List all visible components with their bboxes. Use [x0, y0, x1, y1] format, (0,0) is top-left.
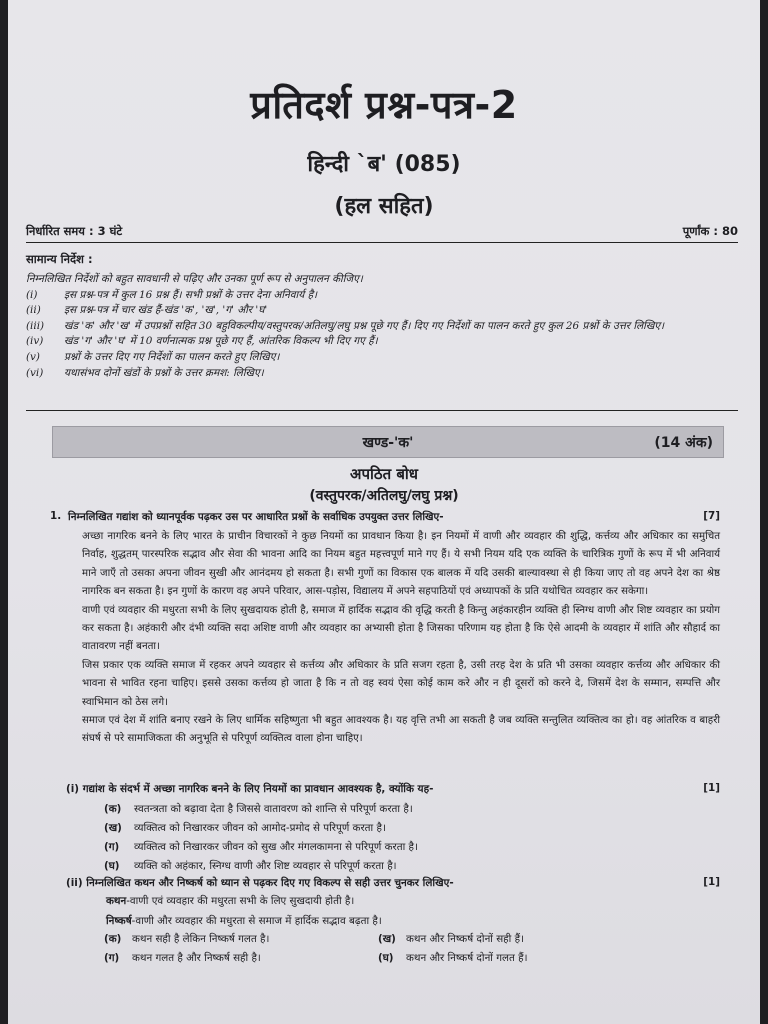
section-name: खण्ड-'क' — [362, 435, 414, 451]
passage — [82, 528, 720, 749]
option-label: (क) — [104, 933, 122, 945]
instruction-num: (v) — [26, 350, 40, 363]
sub-question-i — [66, 782, 720, 796]
option-text: कथन सही है लेकिन निष्कर्ष गलत है। — [132, 933, 270, 945]
instruction-item — [26, 366, 738, 382]
option-text: व्यक्तित्व को निखारकर जीवन को सुख और मंगलकामना से परिपूर्ण करता है। — [134, 841, 418, 853]
option-item — [378, 932, 524, 946]
option-item — [378, 951, 528, 965]
instruction-item — [26, 319, 738, 335]
conclusion-label: निष्कर्ष — [106, 915, 132, 927]
passage-paragraph: वाणी एवं व्यवहार की मधुरता सभी के लिए सुखदायक होती है, समाज में हार्दिक सद्भाव की वृद्धि करती है किन्तु अहंकारहीन व्यक्ति ही स्निग्ध वाणी और शिष्ट व्यवहार का प्रयोग कर सकता है। अहंकारी और दंभी व्यक्ति सदा अशिष्ट वाणी और व्यवहार का अभ्यासी होता है जिसका परिणाम यह होता है कि ऐसे आदमी के व्यवहार में शांति और सौहार्द का वातावरण नहीं बनता। — [82, 604, 720, 653]
option-text: स्वतन्त्रता को बढ़ावा देता है जिससे वातावरण को शान्ति से परिपूर्ण करता है। — [134, 803, 413, 815]
option-label: (ग) — [104, 952, 120, 964]
statement-label: कथन — [106, 895, 127, 907]
passage-paragraph: समाज एवं देश में शांति बनाए रखने के लिए धार्मिक सहिष्णुता भी बहुत आवश्यक है। यह वृत्ति तभी आ सकती है जब व्यक्ति सन्तुलित व्यक्तित्व का हो। वह आंतरिक व बाहरी संघर्ष से परे सामाजिकता की अनुभूति से परिपूर्ण व्यक्तित्व वाला होना चाहिए। — [82, 715, 720, 745]
sub-question-marks: [1] — [703, 782, 720, 794]
instruction-text: इस प्रश्न-पत्र में कुल 16 प्रश्न हैं। सभी प्रश्नों के उत्तर देना अनिवार्य है। — [64, 288, 318, 301]
section-header — [52, 426, 724, 458]
instruction-item — [26, 334, 738, 350]
option-label: (ग) — [104, 841, 120, 853]
instruction-text: यथासंभव दोनों खंडों के प्रश्नों के उत्तर क्रमश: लिखिए। — [64, 366, 264, 379]
sub-question-text: निम्नलिखित कथन और निष्कर्ष को ध्यान से पढ़कर दिए गए विकल्प से सही उत्तर चुनकर लिखिए- — [86, 877, 454, 889]
question-1 — [50, 510, 720, 524]
instruction-num: (i) — [26, 288, 38, 301]
max-marks: पूर्णांक : 80 — [682, 224, 738, 238]
statement-text: -वाणी एवं व्यवहार की मधुरता सभी के लिए सुखदायी होती है। — [126, 895, 355, 907]
option-label: (घ) — [378, 952, 394, 964]
option-item — [104, 802, 720, 816]
divider-instructions — [26, 410, 738, 411]
subject-title: हिन्दी `ब' (085) — [307, 152, 461, 177]
option-text: कथन गलत है और निष्कर्ष सही है। — [132, 952, 261, 964]
section-question-types: (वस्तुपरक/अतिलघु/लघु प्रश्न) — [309, 488, 459, 504]
conclusion-text: -वाणी और व्यवहार की मधुरता से समाज में हार्दिक सद्भाव बढ़ता है। — [131, 915, 382, 927]
option-label: (ख) — [104, 822, 122, 834]
option-text: व्यक्ति को अहंकार, स्निग्ध वाणी और शिष्ट व्यवहार से परिपूर्ण करता है। — [134, 860, 397, 872]
paper-title: प्रतिदर्श प्रश्न-पत्र-2 — [250, 83, 518, 127]
passage-paragraph: जिस प्रकार एक व्यक्ति समाज में रहकर अपने व्यवहार से कर्त्तव्य और अधिकार के प्रति सजग रहता है, उसी तरह देश के प्रति भी उसका व्यवहार कर्त्तव्य और अधिकार की भावना से भावित रहना चाहिए। इससे उसका कर्त्तव्य हो जाता है कि न तो वह स्वयं ऐसा कोई काम करे और न ही दूसरों को करने दे, जिसमें देश के सम्मान, सम्पत्ति और स्वाभिमान को ठेस लगे। — [82, 659, 720, 708]
question-marks: [7] — [703, 510, 720, 522]
instruction-item — [26, 350, 738, 366]
divider-top — [26, 242, 738, 243]
instruction-num: (iv) — [26, 335, 44, 348]
option-item — [104, 951, 261, 965]
sub-question-num: (ii) — [66, 877, 83, 889]
option-item — [104, 840, 720, 854]
option-text: कथन और निष्कर्ष दोनों गलत हैं। — [406, 952, 528, 964]
instruction-item — [26, 288, 738, 304]
option-item — [104, 932, 269, 946]
passage-paragraph: अच्छा नागरिक बनने के लिए भारत के प्राचीन विचारकों ने कुछ नियमों का प्रावधान किया है। इन नियमों में वाणी और व्यवहार की शुद्धि, कर्त्तव्य और अधिकार का समुचित निर्वाह, शुद्धतम् पारस्परिक सद्भाव और सेवा की भावना आदि का नियम बहुत महत्त्वपूर्ण माने गए हैं। ये सभी नियम यदि एक व्यक्ति के चारित्रिक गुणों के रूप में भी अनिवार्य माने जाएँ तो उसका अपना जीवन सुखी और आनंदमय हो सकता है। सभी गुणों का विकास एक बालक में यदि उसकी बाल्यावस्था से ही किया जाए तो वह अपने देश का श्रेष्ठ नागरिक बन सकता है। इन गुणों के कारण वह अपने परिवार, आस-पड़ोस, विद्यालय में अपने सहपाठियों एवं अध्यापकों के प्रति यथोचित व्यवहार कर सकेगा। — [82, 531, 720, 598]
instruction-text: प्रश्नों के उत्तर दिए गए निर्देशों का पालन करते हुए लिखिए। — [64, 350, 280, 363]
question-text: निम्नलिखित गद्यांश को ध्यानपूर्वक पढ़कर उस पर आधारित प्रश्नों के सर्वाधिक उपयुक्त उत्तर लिखिए- — [68, 511, 444, 523]
time-allowed: निर्धारित समय : 3 घंटे — [26, 224, 123, 238]
instruction-num: (ii) — [26, 304, 41, 317]
sub-question-ii — [66, 876, 720, 890]
solved-label: (हल सहित) — [334, 194, 434, 219]
sub-question-num: (i) — [66, 783, 80, 795]
instruction-num: (iii) — [26, 319, 45, 332]
option-text: कथन और निष्कर्ष दोनों सही हैं। — [406, 933, 524, 945]
instruction-item — [26, 303, 738, 319]
section-subtitle: अपठित बोध — [349, 465, 419, 483]
instructions-intro: निम्नलिखित निर्देशों को बहुत सावधानी से पढ़िए और उनका पूर्ण रूप से अनुपालन कीजिए। — [26, 273, 363, 285]
option-item — [104, 859, 720, 873]
statement — [106, 894, 720, 908]
option-label: (घ) — [104, 860, 120, 872]
document-page — [8, 0, 760, 1024]
instruction-text: इस प्रश्न-पत्र में चार खंड हैं-खंड 'क', 'ख', 'ग' और 'घ' — [64, 304, 268, 317]
option-label: (क) — [104, 803, 122, 815]
instructions-block — [26, 272, 738, 381]
conclusion — [106, 914, 720, 928]
instructions-title: सामान्य निर्देश : — [26, 252, 93, 266]
meta-row — [26, 224, 738, 239]
instruction-text: खंड 'ग' और 'घ' में 10 वर्णनात्मक प्रश्न पूछे गए हैं, आंतरिक विकल्प भी दिए गए हैं। — [64, 335, 378, 348]
instruction-text: खंड 'क' और 'ख' में उपप्रश्नों सहित 30 बहुविकल्पीय/वस्तुपरक/अतिलघु/लघु प्रश्न पूछे गए हैं। दिए गए निर्देशों का पालन करते हुए कुल 26 प्रश्नों के उत्तर लिखिए। — [64, 319, 665, 332]
option-text: व्यक्तित्व को निखारकर जीवन को आमोद-प्रमोद से परिपूर्ण करता है। — [134, 822, 386, 834]
instruction-num: (vi) — [26, 366, 44, 379]
question-number: 1. — [50, 510, 62, 522]
sub-question-text: गद्यांश के संदर्भ में अच्छा नागरिक बनने के लिए नियमों का प्रावधान आवश्यक है, क्योंकि यह- — [82, 783, 434, 795]
option-label: (ख) — [378, 933, 396, 945]
sub-question-marks: [1] — [703, 876, 720, 888]
option-item — [104, 821, 720, 835]
section-marks: (14 अंक) — [654, 435, 713, 451]
